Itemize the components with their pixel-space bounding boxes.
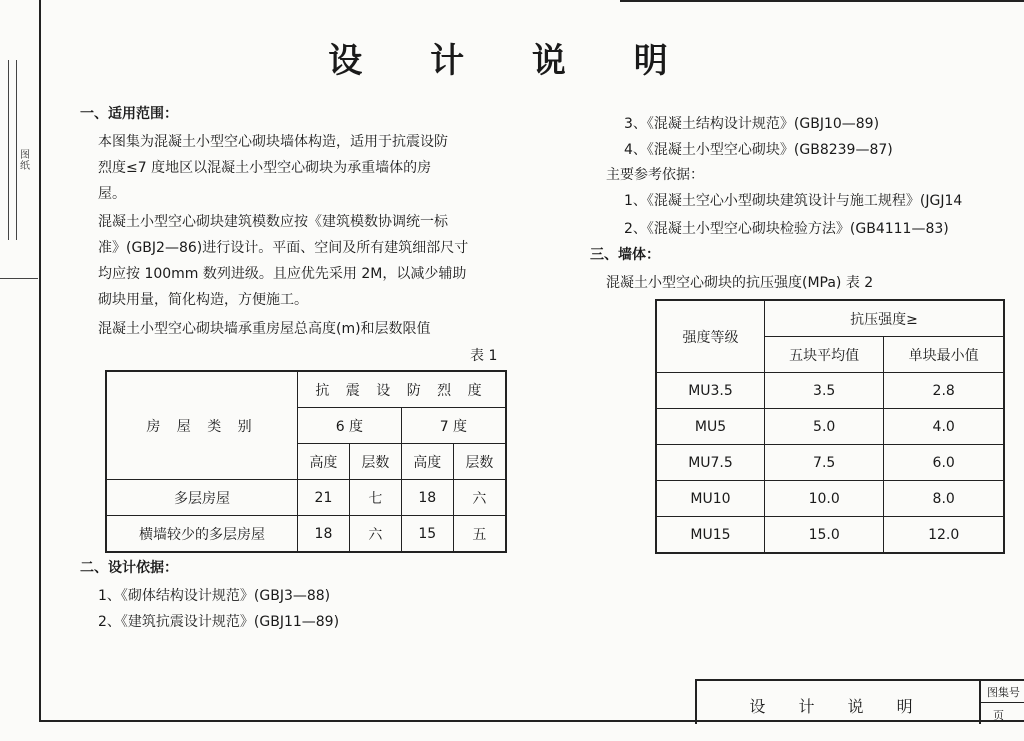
table-cell: 15.0 (765, 517, 884, 554)
strength-table (655, 299, 1005, 554)
title-block (695, 679, 1024, 724)
table-header-7deg: 7 度 (401, 408, 506, 444)
reference-item: 4、《混凝土小型空心砌块》(GB8239—87) (624, 142, 893, 158)
table-row (656, 481, 1004, 517)
table-row (656, 409, 1004, 445)
table-subheader: 高度 (298, 444, 350, 480)
table-subheader: 高度 (401, 444, 453, 480)
text-line: 均应按 100mm 数列进级。且应优先采用 2M，以减少辅助 (98, 266, 467, 282)
table-cell: 8.0 (884, 481, 1004, 517)
table-cell: 12.0 (884, 517, 1004, 554)
table-cell: 18 (298, 516, 350, 553)
table-cell: 15 (401, 516, 453, 553)
table-subheader: 层数 (453, 444, 506, 480)
table-cell: 横墙较少的多层房屋 (106, 516, 298, 553)
reference-item: 1、《砌体结构设计规范》(GBJ3—88) (98, 588, 331, 604)
text-line: 本图集为混凝土小型空心砌块墙体构造，适用于抗震设防 (98, 134, 448, 150)
frame-top-border (620, 0, 1024, 2)
binding-line (16, 60, 17, 240)
table-row (656, 445, 1004, 481)
text-line: 砌块用量，简化构造，方便施工。 (98, 292, 308, 308)
table-cell: 18 (401, 480, 453, 516)
height-limit-table (105, 370, 507, 553)
table-header-avg: 五块平均值 (765, 337, 884, 373)
text-line: 烈度≤7 度地区以混凝土小型空心砌块为承重墙体的房 (98, 160, 432, 176)
binding-margin (0, 60, 38, 240)
table-row (656, 373, 1004, 409)
table-cell: MU10 (656, 481, 765, 517)
table-cell: 7.5 (765, 445, 884, 481)
table-header-6deg: 6 度 (298, 408, 402, 444)
table-header-grade: 强度等级 (656, 300, 765, 373)
section3-heading: 三、墙体： (590, 247, 660, 263)
frame-left-border (39, 0, 41, 722)
title-block-divider (981, 702, 1024, 703)
table-header-seismic: 抗 震 设 防 烈 度 (298, 371, 507, 408)
binding-label: 图纸 (20, 150, 30, 172)
table1-caption: 混凝土小型空心砌块墙承重房屋总高度(m)和层数限值 (98, 321, 431, 337)
table-cell: 多层房屋 (106, 480, 298, 516)
section1-heading: 一、适用范围： (80, 106, 178, 122)
title-block-atlas-label: 图集号 (987, 686, 1020, 699)
text-line: 屋。 (98, 186, 126, 202)
section1-paragraph-1 (98, 129, 448, 207)
table-cell: 2.8 (884, 373, 1004, 409)
binding-tick (0, 278, 38, 279)
title-block-title: 设 计 说 明 (749, 697, 927, 716)
table-cell: 七 (349, 480, 401, 516)
table-cell: 六 (349, 516, 401, 553)
reference-item: 3、《混凝土结构设计规范》(GBJ10—89) (624, 116, 880, 132)
reference-heading: 主要参考依据： (606, 167, 704, 183)
table-cell: MU3.5 (656, 373, 765, 409)
table-cell: 4.0 (884, 409, 1004, 445)
table-cell: 五 (453, 516, 506, 553)
reference-item: 1、《混凝土空心小型砌块建筑设计与施工规程》(JGJ14 (624, 193, 963, 209)
text-line: 准》(GBJ2—86)进行设计。平面、空间及所有建筑细部尺寸 (98, 240, 469, 256)
table-cell: 3.5 (765, 373, 884, 409)
table-cell: MU15 (656, 517, 765, 554)
page-title: 设 计 说 明 (328, 41, 696, 81)
table-cell: MU5 (656, 409, 765, 445)
table-cell: 六 (453, 480, 506, 516)
table-row (656, 517, 1004, 554)
title-block-page-label: 页 (993, 709, 1004, 722)
table1-label: 表 1 (470, 348, 498, 364)
table-row (106, 480, 506, 516)
table-cell: 10.0 (765, 481, 884, 517)
binding-line (8, 60, 9, 240)
table-cell: 6.0 (884, 445, 1004, 481)
table-cell: 21 (298, 480, 350, 516)
table-header-min: 单块最小值 (884, 337, 1004, 373)
section1-paragraph-2 (98, 209, 468, 313)
table-cell: 5.0 (765, 409, 884, 445)
table-header-strength: 抗压强度≥ (765, 300, 1005, 337)
text-line: 混凝土小型空心砌块建筑模数应按《建筑模数协调统一标 (98, 214, 448, 230)
reference-item: 2、《建筑抗震设计规范》(GBJ11—89) (98, 614, 340, 630)
table-header-building-type: 房 屋 类 别 (106, 371, 298, 480)
reference-item: 2、《混凝土小型空心砌块检验方法》(GB4111—83) (624, 221, 949, 237)
table-cell: MU7.5 (656, 445, 765, 481)
table-subheader: 层数 (349, 444, 401, 480)
table2-caption: 混凝土小型空心砌块的抗压强度(MPa) 表 2 (606, 275, 874, 291)
table-row (106, 516, 506, 553)
section2-heading: 二、设计依据： (80, 560, 178, 576)
